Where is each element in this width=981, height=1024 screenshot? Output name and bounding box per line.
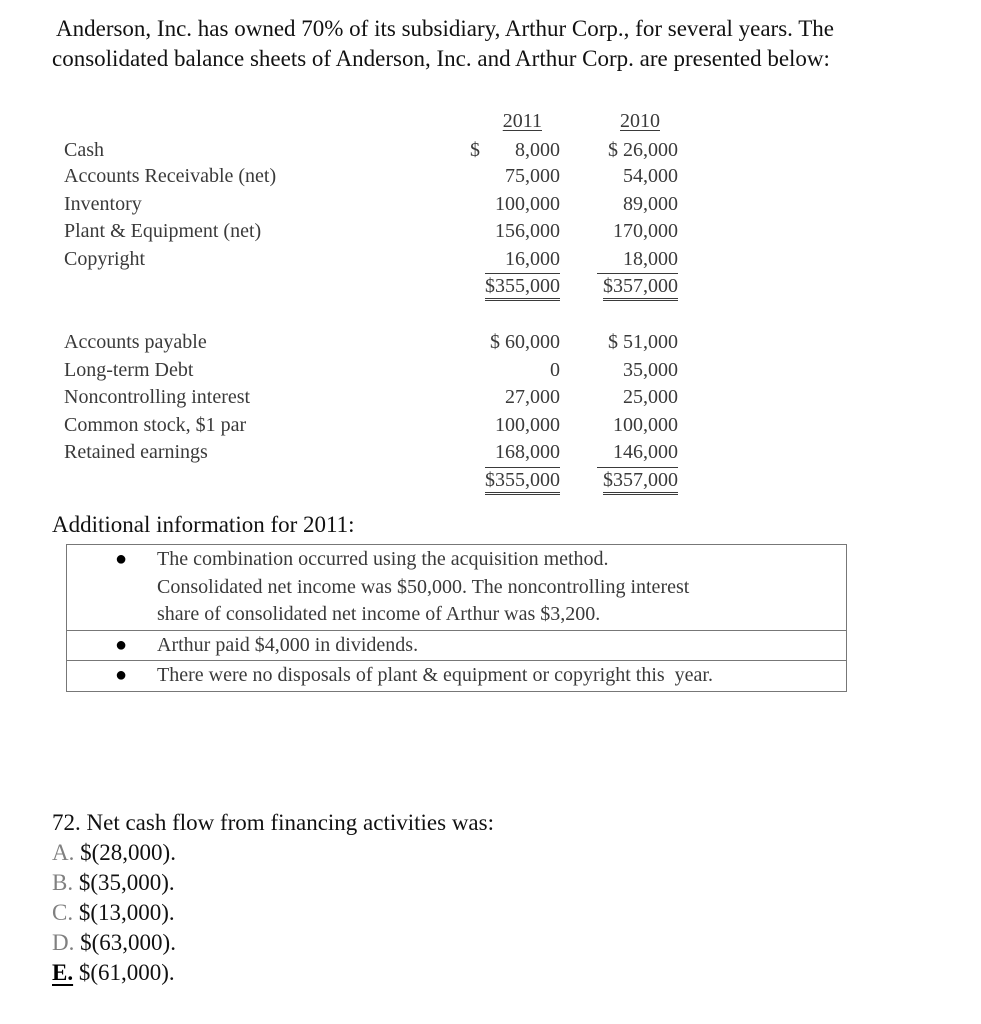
row-label: Noncontrolling interest [64, 386, 251, 408]
intro-line-2: consolidated balance sheets of Anderson, Inc. and Arthur Corp. are presented below: [52, 46, 830, 71]
table-row [64, 412, 678, 440]
answer-option-c[interactable] [52, 898, 494, 928]
answer-option-a[interactable] [52, 838, 494, 868]
bullet-icon: ● [115, 548, 128, 570]
row-label: Copyright [64, 247, 146, 270]
value-2011: 0 [550, 358, 560, 381]
table-row [64, 163, 678, 191]
info-line: share of consolidated net income of Arthur was $3,200. [157, 603, 601, 625]
value-2011: 168,000 [485, 439, 560, 468]
additional-info-box [66, 544, 847, 692]
row-label: Inventory [64, 192, 142, 215]
option-text: $(61,000). [73, 960, 175, 985]
value-2010: 35,000 [623, 358, 678, 381]
info-line: Arthur paid $4,000 in dividends. [157, 633, 419, 656]
option-letter: B. [52, 870, 74, 895]
value-2010: 146,000 [597, 439, 678, 468]
table-row [64, 137, 678, 165]
value-2011: 16,000 [485, 246, 560, 275]
option-letter-correct: E. [52, 960, 74, 985]
info-item [67, 660, 846, 691]
info-line: The combination occurred using the acquisition method. [157, 548, 609, 570]
total-row [64, 467, 678, 495]
value-2011: 100,000 [495, 192, 560, 215]
dollar-sign: $ [470, 138, 480, 161]
option-text: $(13,000). [73, 900, 175, 925]
dollar-sign: $ [608, 138, 618, 161]
row-label: Accounts Receivable (net) [64, 165, 277, 187]
option-letter: C. [52, 900, 74, 925]
value-2010: 25,000 [623, 386, 678, 408]
additional-info-heading: Additional information for 2011: [52, 512, 355, 537]
row-label: Retained earnings [64, 441, 208, 463]
option-letter: A. [52, 840, 75, 865]
answer-option-d[interactable] [52, 928, 494, 958]
row-label: Accounts payable [64, 331, 207, 353]
table-row [64, 329, 678, 357]
table-row [64, 357, 678, 385]
row-label: Long-term Debt [64, 358, 194, 381]
question-block [52, 808, 494, 988]
value-2011: 27,000 [505, 386, 560, 408]
value-2011: 8,000 [515, 138, 560, 161]
value-2010: 54,000 [623, 165, 678, 187]
assets-total-2011: $355,000 [485, 274, 560, 301]
value-2011: 156,000 [495, 220, 560, 242]
value-2010: 170,000 [613, 220, 678, 242]
balance-sheet-liabilities-equity [64, 329, 678, 494]
value-2011: 100,000 [495, 413, 560, 436]
table-row [64, 246, 678, 274]
value-2010: 100,000 [613, 413, 678, 436]
intro-line-1: Anderson, Inc. has owned 70% of its subsidiary, Arthur Corp., for several years. The [56, 16, 834, 41]
value-2010: 18,000 [597, 246, 678, 275]
row-label: Cash [64, 138, 104, 161]
le-total-2011: $355,000 [485, 468, 560, 495]
table-row [64, 439, 678, 467]
value-2011: 75,000 [505, 165, 560, 187]
option-text: $(63,000). [74, 930, 176, 955]
value-2010: 26,000 [623, 138, 678, 161]
value-2011: $ 60,000 [490, 331, 560, 353]
option-letter: D. [52, 930, 75, 955]
value-2010: $ 51,000 [608, 331, 678, 353]
year-header-row [64, 108, 660, 136]
table-row [64, 384, 678, 412]
total-row [64, 273, 678, 301]
row-label: Plant & Equipment (net) [64, 220, 262, 242]
balance-sheet-assets [64, 108, 678, 301]
info-item [67, 545, 846, 630]
answer-option-b[interactable] [52, 868, 494, 898]
option-text: $(28,000). [74, 840, 176, 865]
value-2010: 89,000 [623, 192, 678, 215]
info-line: Consolidated net income was $50,000. The noncontrolling interest [157, 575, 690, 598]
assets-total-2010: $357,000 [603, 274, 678, 301]
intro-paragraph [52, 14, 952, 74]
answer-option-e[interactable] [52, 958, 494, 988]
year-2011-header: 2011 [502, 110, 542, 132]
bullet-icon: ● [115, 633, 128, 656]
option-text: $(35,000). [73, 870, 175, 895]
le-total-2010: $357,000 [603, 468, 678, 495]
info-line: There were no disposals of plant & equipment or copyright this year. [157, 664, 713, 686]
year-2010-header: 2010 [620, 110, 660, 132]
table-row [64, 218, 678, 246]
row-label: Common stock, $1 par [64, 413, 247, 436]
table-row [64, 191, 678, 219]
question-stem: 72. Net cash flow from financing activities was: [52, 810, 494, 835]
bullet-icon: ● [115, 664, 128, 686]
info-item [67, 630, 846, 661]
